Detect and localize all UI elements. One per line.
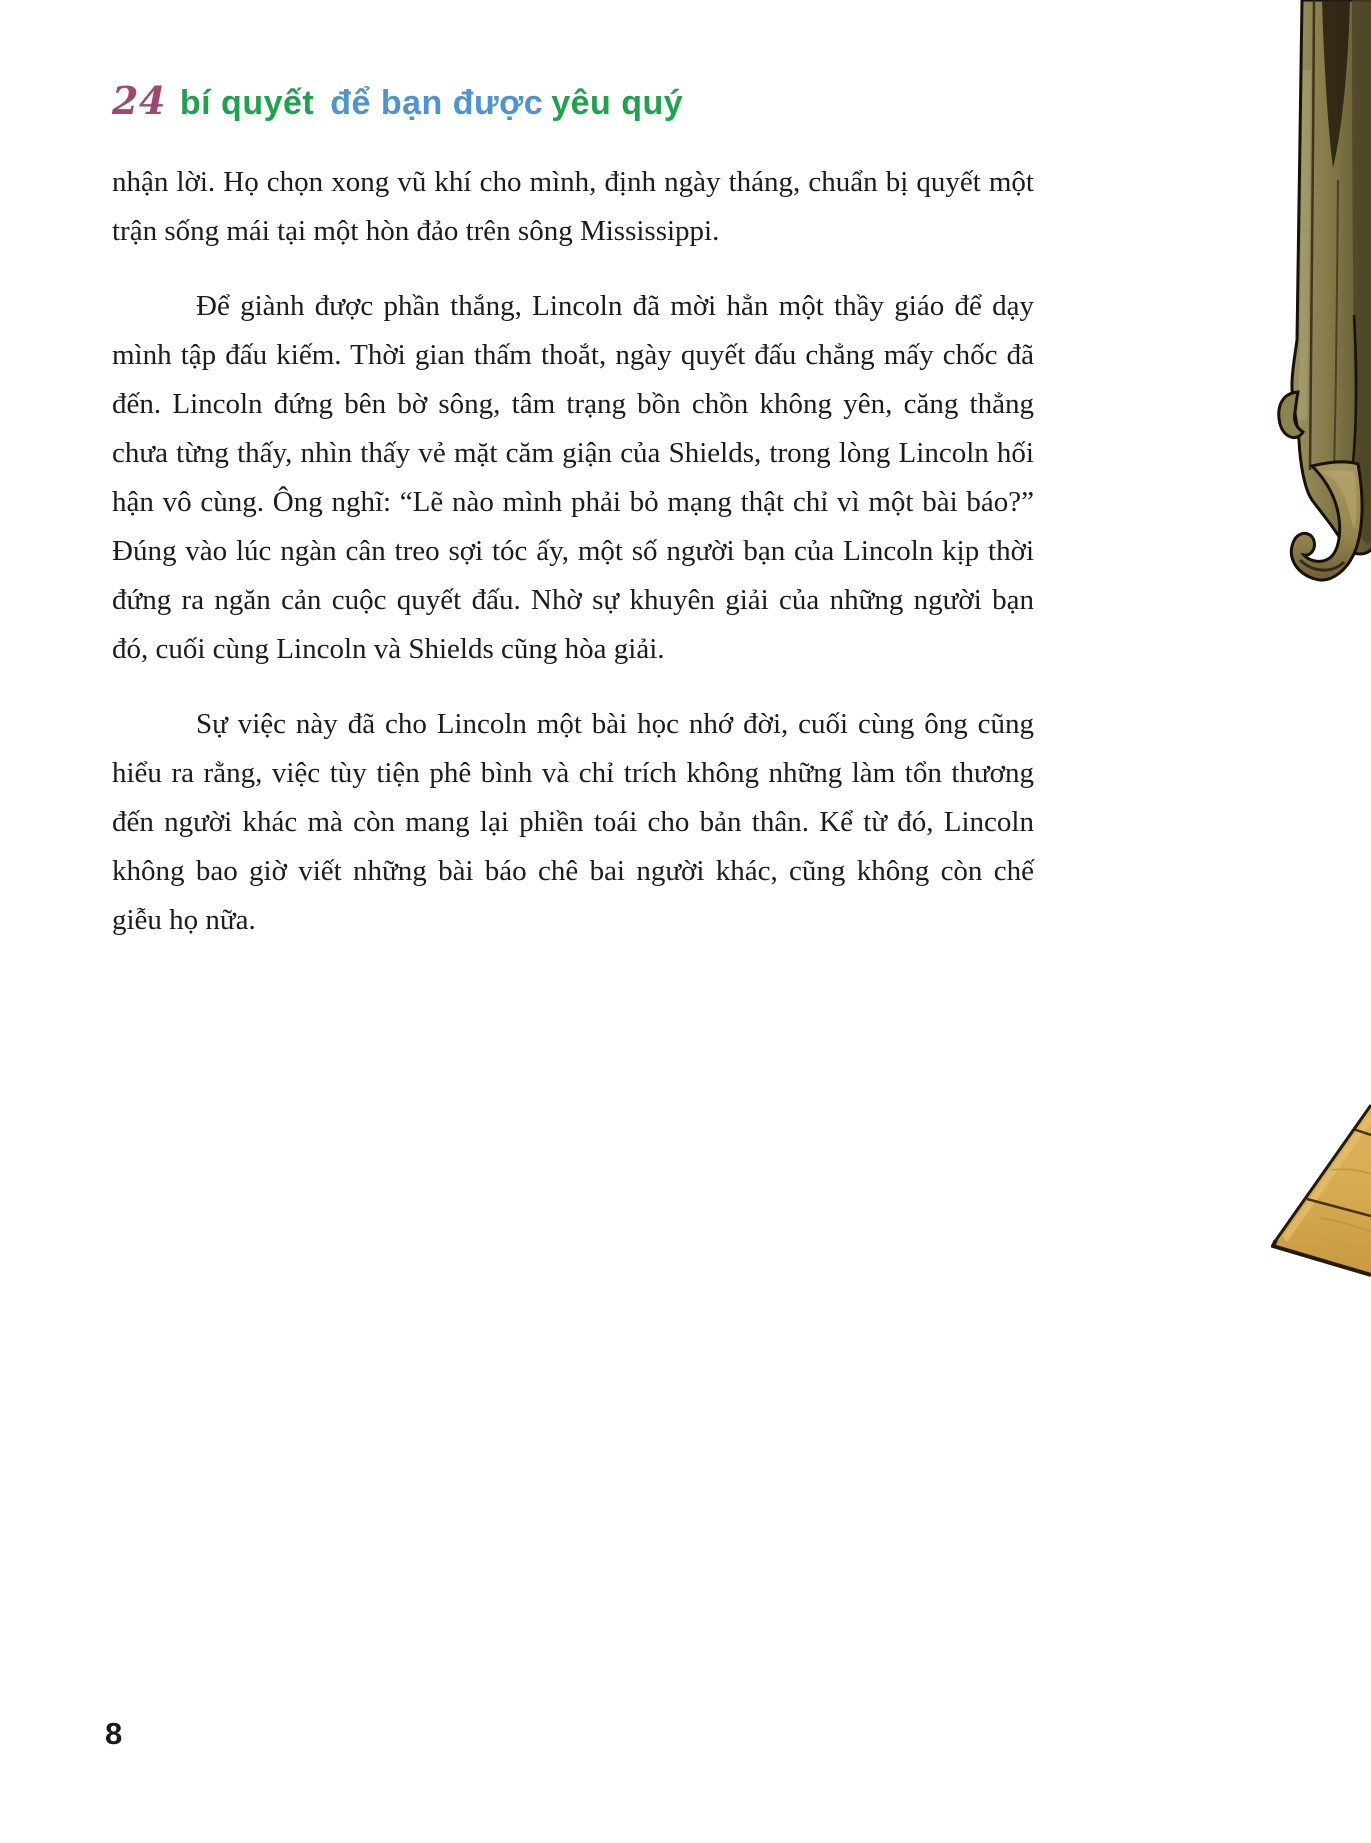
paragraph-3: Sự việc này đã cho Lincoln một bài học nhớ đời, cuối cùng ông cũng hiểu ra rằng, việc tùy tiện phê bình và chỉ trích không những làm tổn thương đến người khác mà còn mang lại phiền toái cho bản thân. Kể từ đó, Lincoln không bao giờ viết những bài báo chê bai người khác, cũng không còn chế giễu họ nữa.	[112, 708, 1034, 936]
wooden-floor-illustration	[1271, 1100, 1371, 1278]
paragraph-2: Để giành được phần thắng, Lincoln đã mời hẳn một thầy giáo để dạy mình tập đấu kiếm. Thời gian thấm thoắt, ngày quyết đấu chẳng mấy chốc đã đến. Lincoln đứng bên bờ sông, tâm trạng bồn chồn không yên, căng thẳng chưa từng thấy, nhìn thấy vẻ mặt căm giận của Shields, trong lòng Lincoln hối hận vô cùng. Ông nghĩ: “Lẽ nào mình phải bỏ mạng thật chỉ vì một bài báo?” Đúng vào lúc ngàn cân treo sợi tóc ấy, một số người bạn của Lincoln kịp thời đứng ra ngăn cản cuộc quyết đấu. Nhờ sự khuyên giải của những người bạn đó, cuối cùng Lincoln và Shields cũng hòa giải.	[112, 290, 1034, 665]
paragraph-1: nhận lời. Họ chọn xong vũ khí cho mình, định ngày tháng, chuẩn bị quyết một trận sống mái tại một hòn đảo trên sông Mississippi.	[112, 166, 1034, 247]
header-segment-bi-quyet: bí quyết	[179, 84, 315, 122]
header-segment-yeu-quy: yêu quý	[551, 84, 684, 122]
body-text	[112, 158, 1034, 971]
header-segment-de-ban-duoc: để bạn được	[330, 84, 544, 122]
coat-and-boot-illustration	[1276, 0, 1371, 595]
page-number: 8	[105, 1716, 123, 1751]
header-number: 24	[112, 78, 166, 123]
page-header	[112, 78, 1012, 123]
